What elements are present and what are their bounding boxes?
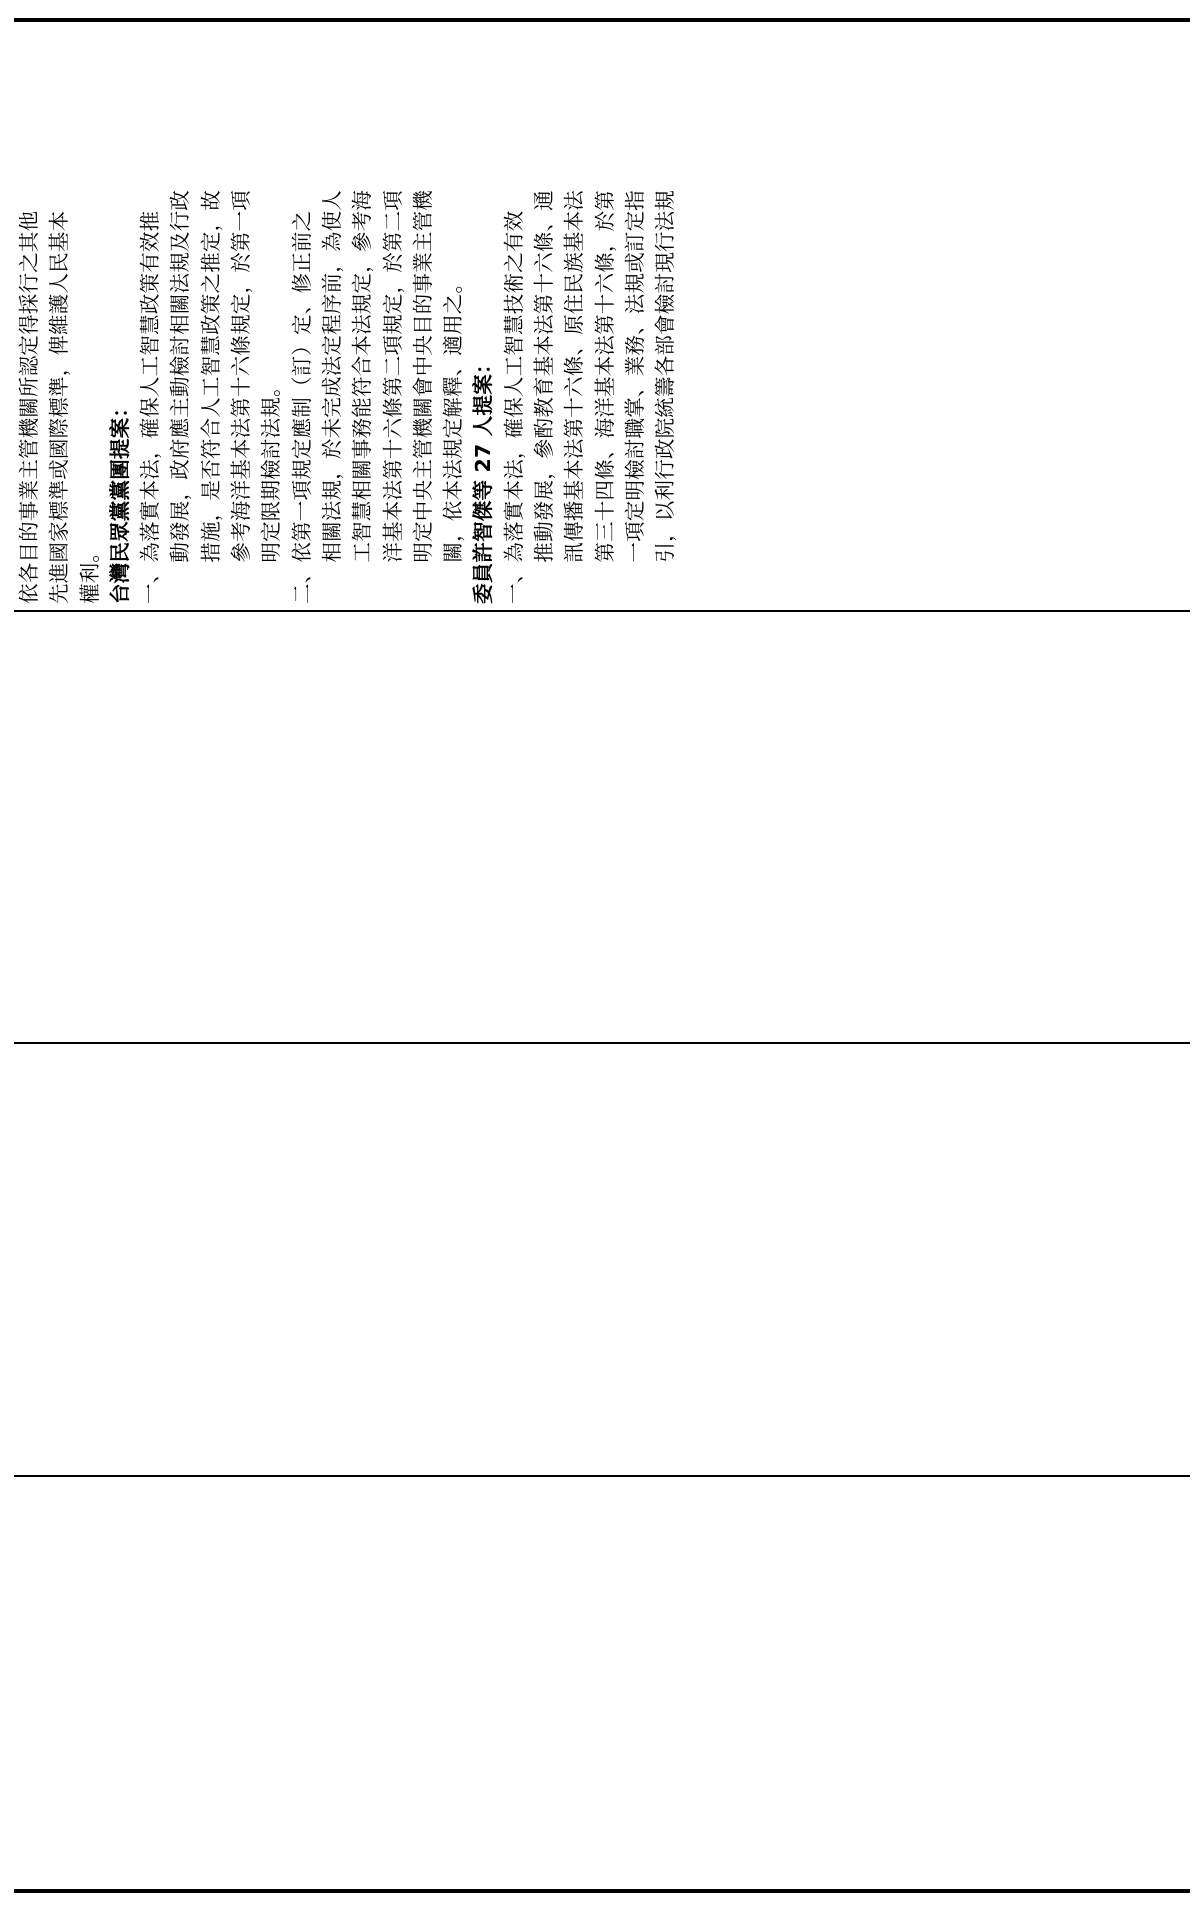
table-row-text xyxy=(14,22,1190,610)
text-line: 二、依第一項規定應制（訂）定、修正前之 xyxy=(289,210,314,604)
text-line: 訊傳播基本法第十六條、原住民族基本法 xyxy=(562,190,587,604)
table-row-empty xyxy=(14,1044,1190,1475)
table-bottom-border xyxy=(14,1889,1190,1893)
table-row-empty xyxy=(14,1477,1190,1889)
section-heading: 委員許智傑等 27 人提案： xyxy=(471,353,496,604)
text-line: 引，以利行政院統籌各部會檢討現行法規 xyxy=(653,190,678,604)
text-line: 權利。 xyxy=(77,541,102,604)
text-line: 依各目的事業主管機關所認定得採行之其他 xyxy=(17,210,41,604)
text-line: 明定限期檢討法規。 xyxy=(259,376,284,604)
text-line: 相關法規，於未完成法定程序前，為使人 xyxy=(319,190,344,604)
text-line: 推動發展，參酌教育基本法第十六條、通 xyxy=(532,190,557,604)
text-line: 一、為落實本法，確保人工智慧技術之有效 xyxy=(501,210,526,604)
text-line: 明定中央主管機關會中央目的事業主管機 xyxy=(410,190,435,604)
text-line: 一項定明檢討職掌、業務、法規或訂定指 xyxy=(622,190,647,604)
text-line: 先進國家標準或國際標準，俾維護人民基本 xyxy=(47,210,72,604)
text-line: 措施，是否符合人工智慧政策之推定，故 xyxy=(198,190,223,604)
text-line: 洋基本法第十六條第二項規定，於第二項 xyxy=(380,190,405,604)
table-row-empty xyxy=(14,612,1190,1042)
text-line: 工智慧相關事務能符合本法規定，參考海 xyxy=(350,190,375,604)
section-heading: 台灣民眾黨黨團提案： xyxy=(107,397,132,604)
text-line: 參考海洋基本法第十六條規定，於第一項 xyxy=(229,190,254,604)
text-line: 第三十四條、海洋基本法第十六條，於第 xyxy=(592,190,617,604)
text-line: 動發展，政府應主動檢討相關法規及行政 xyxy=(168,190,193,604)
text-line: 一、為落實本法，確保人工智慧政策有效推 xyxy=(138,210,163,604)
text-line: 關，依本法規定解釋、適用之。 xyxy=(441,272,466,604)
vertical-text-column xyxy=(14,28,681,610)
